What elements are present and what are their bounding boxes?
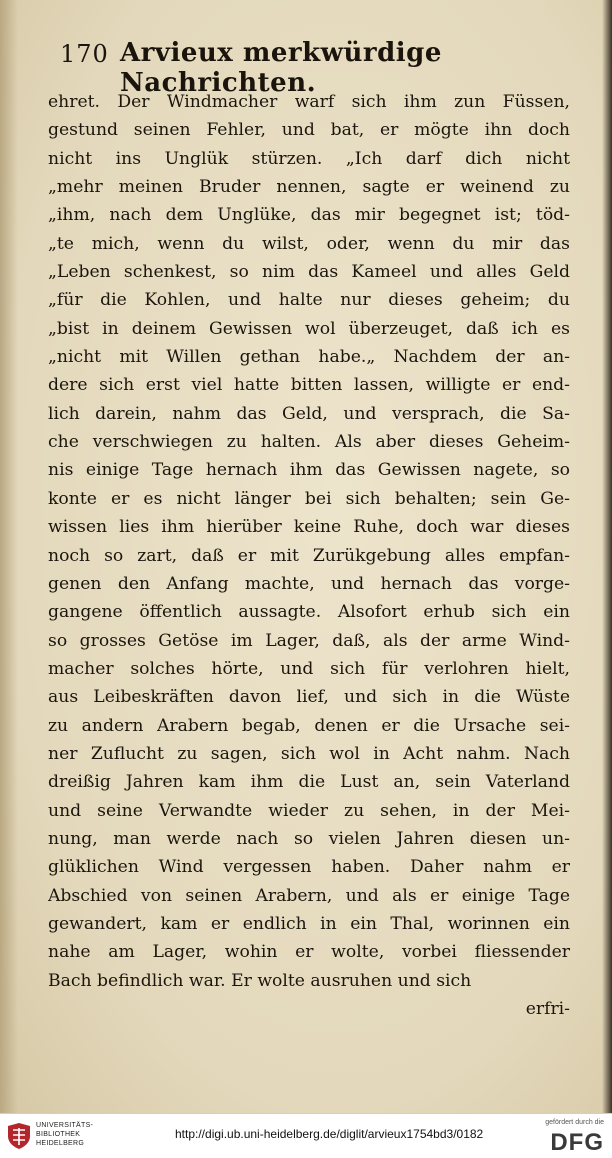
text-line: „bist in deinem Gewissen wol überzeuget, daß ich es xyxy=(48,318,570,339)
viewer-footer xyxy=(0,1113,612,1158)
page-number: 170 xyxy=(60,40,109,68)
library-name-line: HEIDELBERG xyxy=(36,1140,85,1147)
text-line: so grosses Getöse im Lager, daß, als der arme Wind- xyxy=(48,630,570,651)
text-line: nis einige Tage hernach ihm das Gewissen nagete, so xyxy=(48,460,570,481)
text-line: gangene öffentlich aussagte. Alsofort erhub sich ein xyxy=(48,602,570,623)
library-name xyxy=(36,1121,106,1148)
text-line: „mehr meinen Bruder nennen, sagte er weinend zu xyxy=(48,177,570,198)
text-line: dreißig Jahren kam ihm die Lust an, sein Vaterland xyxy=(48,772,570,793)
text-line: wissen lies ihm hierüber keine Ruhe, doch war dieses xyxy=(48,517,570,538)
text-line: Abschied von seinen Arabern, und als er einige Tage xyxy=(48,885,570,906)
text-line: aus Leibeskräften davon lief, und sich in die Wüste xyxy=(48,687,570,708)
text-line: „nicht mit Willen gethan habe.„ Nachdem der an- xyxy=(48,347,570,368)
text-line: noch so zart, daß er mit Zurükgebung alles empfan- xyxy=(48,545,570,566)
text-line: gestund seinen Fehler, und bat, er mögte ihn doch xyxy=(48,120,570,141)
text-line: lich darein, nahm das Geld, und versprach, die Sa- xyxy=(48,403,570,424)
text-line: che verschwiegen zu halten. Als aber dieses Geheim- xyxy=(48,432,570,453)
page-header xyxy=(60,36,560,98)
text-line: ner Zuflucht zu sagen, sich wol in Acht nahm. Nach xyxy=(48,743,570,764)
text-line: „te mich, wenn du wilst, oder, wenn du mir das xyxy=(48,233,570,254)
text-line: dere sich erst viel hatte bitten lassen, willigte er end- xyxy=(48,375,570,396)
dfg-logo: DFG xyxy=(550,1129,604,1156)
text-line: gewandert, kam er endlich in ein Thal, worinnen ein xyxy=(48,913,570,934)
university-seal-icon xyxy=(6,1122,32,1150)
text-line: macher solches hörte, und sich für verlohren hielt, xyxy=(48,658,570,679)
text-line: „für die Kohlen, und halte nur dieses geheim; du xyxy=(48,290,570,311)
permalink-url[interactable]: http://digi.ub.uni-heidelberg.de/diglit/arvieux1754bd3/0182 xyxy=(175,1127,484,1141)
text-line: konte er es nicht länger bei sich behalten; sein Ge- xyxy=(48,488,570,509)
text-line: und seine Verwandte wieder zu sehen, in der Mei- xyxy=(48,800,570,821)
body-text xyxy=(48,88,570,1023)
text-line: nahe am Lager, wohin er wolte, vorbei fliessender xyxy=(48,942,570,963)
text-line: „ihm, nach dem Unglüke, das mir begegnet ist; töd- xyxy=(48,205,570,226)
library-name-line: UNIVERSITÄTS- xyxy=(36,1122,94,1129)
text-line: zu andern Arabern begab, denen er die Ursache sei- xyxy=(48,715,570,736)
library-name-line: BIBLIOTHEK xyxy=(36,1131,81,1138)
funded-by-label: gefördert durch die xyxy=(545,1119,604,1126)
running-title: Arvieux merkwürdige Nachrichten. xyxy=(120,38,442,98)
text-line: genen den Anfang machte, und hernach das vorge- xyxy=(48,573,570,594)
text-line: ehret. Der Windmacher warf sich ihm zun Füssen, xyxy=(48,92,570,112)
text-line: „Leben schenkest, so nim das Kameel und alles Geld xyxy=(48,262,570,283)
text-line: nicht ins Unglük stürzen. „Ich darf dich nicht xyxy=(48,148,570,169)
text-line: glüklichen Wind vergessen haben. Daher nahm er xyxy=(48,857,570,878)
catchword: erfri- xyxy=(525,999,570,1019)
text-line: nung, man werde nach so vielen Jahren diesen un- xyxy=(48,828,570,849)
text-line: Bach befindlich war. Er wolte ausruhen und sich xyxy=(48,970,472,991)
